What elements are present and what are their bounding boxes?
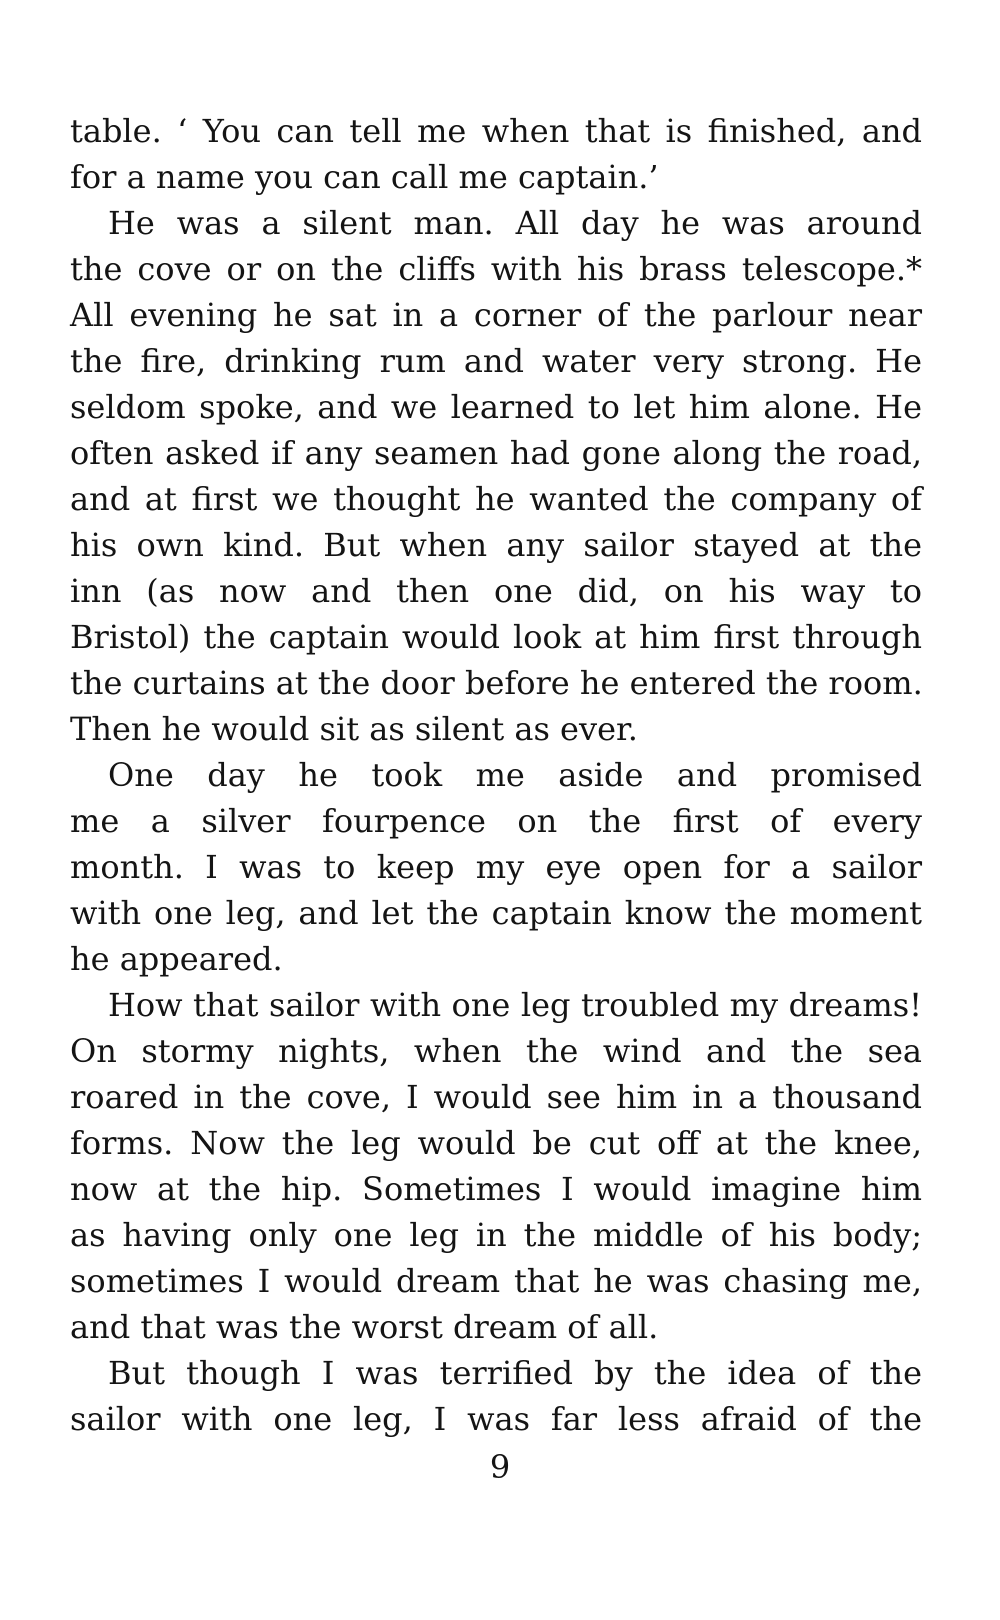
text-line: the cove or on the cliffs with his brass telescope.* <box>70 250 922 288</box>
text-line: me a silver fourpence on the first of every <box>70 802 922 840</box>
text-line: Bristol) the captain would look at him first through <box>70 618 922 656</box>
text-line: and that was the worst dream of all. <box>70 1308 659 1346</box>
text-line: for a name you can call me captain.’ <box>70 158 659 196</box>
page-number: 9 <box>489 1448 511 1486</box>
text-line: as having only one leg in the middle of his body; <box>70 1216 922 1254</box>
text-line: and at first we thought he wanted the company of <box>70 480 922 518</box>
text-line: often asked if any seamen had gone along the road, <box>70 434 922 472</box>
text-line: sailor with one leg, I was far less afraid of the <box>70 1400 922 1438</box>
text-line: Then he would sit as silent as ever. <box>70 710 638 748</box>
text-line: the curtains at the door before he entered the room. <box>70 664 923 702</box>
body-text <box>70 108 922 1442</box>
text-line: the fire, drinking rum and water very strong. He <box>70 342 922 380</box>
text-line: sometimes I would dream that he was chasing me, <box>70 1262 922 1300</box>
text-line: his own kind. But when any sailor stayed at the <box>70 526 922 564</box>
text-line: forms. Now the leg would be cut off at the knee, <box>70 1124 922 1162</box>
text-line: now at the hip. Sometimes I would imagine him <box>70 1170 922 1208</box>
text-line: All evening he sat in a corner of the parlour near <box>70 296 922 334</box>
text-line: table. ‘ You can tell me when that is finished, and <box>70 112 922 150</box>
text-line: roared in the cove, I would see him in a thousand <box>70 1078 922 1116</box>
text-line: seldom spoke, and we learned to let him alone. He <box>70 388 922 426</box>
text-line: month. I was to keep my eye open for a sailor <box>70 848 922 886</box>
text-line: On stormy nights, when the wind and the sea <box>70 1032 922 1070</box>
text-line: with one leg, and let the captain know the moment <box>70 894 922 932</box>
text-line: He was a silent man. All day he was around <box>108 204 922 242</box>
text-line: How that sailor with one leg troubled my dreams! <box>108 986 922 1024</box>
text-line: One day he took me aside and promised <box>108 756 922 794</box>
text-line: inn (as now and then one did, on his way to <box>70 572 922 610</box>
text-line: But though I was terrified by the idea of the <box>108 1354 922 1392</box>
text-line: he appeared. <box>70 940 283 978</box>
